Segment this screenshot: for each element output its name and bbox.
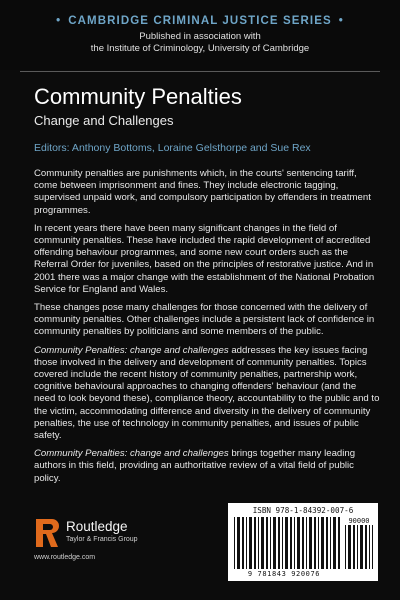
series-label: CAMBRIDGE CRIMINAL JUSTICE SERIES bbox=[68, 15, 332, 27]
bullet-icon: • bbox=[56, 15, 62, 27]
publisher-tagline: Taylor & Francis Group bbox=[66, 536, 138, 543]
book-title-italic: Community Penalties: change and challenges bbox=[34, 344, 229, 356]
barcode bbox=[228, 503, 378, 581]
editors-line: Editors: Anthony Bottoms, Loraine Gelsthorpe and Sue Rex bbox=[34, 142, 311, 154]
barcode-digits: 9 781843 920076 bbox=[228, 570, 340, 578]
book-title-italic: Community Penalties: change and challenges bbox=[34, 448, 229, 460]
routledge-r-icon bbox=[34, 518, 60, 548]
association-note bbox=[0, 31, 400, 55]
publisher-name: Routledge bbox=[66, 519, 128, 534]
publisher-logo bbox=[34, 516, 194, 576]
blurb-paragraph-2: In recent years there have been many significant changes in the field of community penalties. These have included the rapid development of accredited offending behaviour programmes, and some new court orders such as the Referral Order for juveniles, based on the principles of restorative justice. And in 2001 there was a major change with the establishment of the National Probation Service for England and Wales. bbox=[34, 222, 375, 295]
series-title bbox=[0, 15, 400, 27]
blurb bbox=[34, 168, 380, 491]
blurb-paragraph-4 bbox=[34, 345, 380, 443]
association-line-1: Published in association with bbox=[139, 31, 261, 42]
publisher-url: www.routledge.com bbox=[34, 554, 96, 561]
bullet-icon: • bbox=[338, 15, 344, 27]
blurb-paragraph-4-text: addresses the key issues facing those involved in the delivery and development of community penalties. Topics covered include the recent history of community penalties, partnership work, cognitive behavioural approaches to changing offenders' behaviour (and the need to look beyond these), compliance theory, accountability to the public and to the victim, accommodating difference and diversity in the delivery of community penalties, the use of technology in community penalties, and issues of public safety. bbox=[34, 344, 380, 442]
header-divider bbox=[20, 71, 380, 72]
blurb-paragraph-5-text: brings together many leading authors in this field, providing an authoritative review of a vital field of public policy. bbox=[34, 448, 356, 484]
isbn-label: ISBN 978-1-84392-007-6 bbox=[252, 506, 354, 515]
series-header bbox=[0, 0, 400, 70]
barcode-addon-bars bbox=[345, 517, 373, 571]
association-line-2: the Institute of Criminology, University of Cambridge bbox=[90, 43, 310, 54]
book-subtitle: Change and Challenges bbox=[34, 113, 174, 128]
barcode-addon-number: 90000 bbox=[345, 517, 373, 525]
blurb-paragraph-1: Community penalties are punishments which, in the courts' sentencing tariff, come between imprisonment and fines. They include electronic tagging, supervised unpaid work, and compulsory participation by offenders in treatment programmes. bbox=[34, 168, 371, 216]
barcode-bars bbox=[234, 517, 342, 571]
book-title: Community Penalties bbox=[34, 84, 242, 109]
blurb-paragraph-3: These changes pose many challenges for those concerned with the delivery of community penalties. Other challenges include a persistent lack of confidence in community penalties by politicians and some members of the public. bbox=[34, 302, 375, 338]
blurb-paragraph-5 bbox=[34, 448, 380, 485]
